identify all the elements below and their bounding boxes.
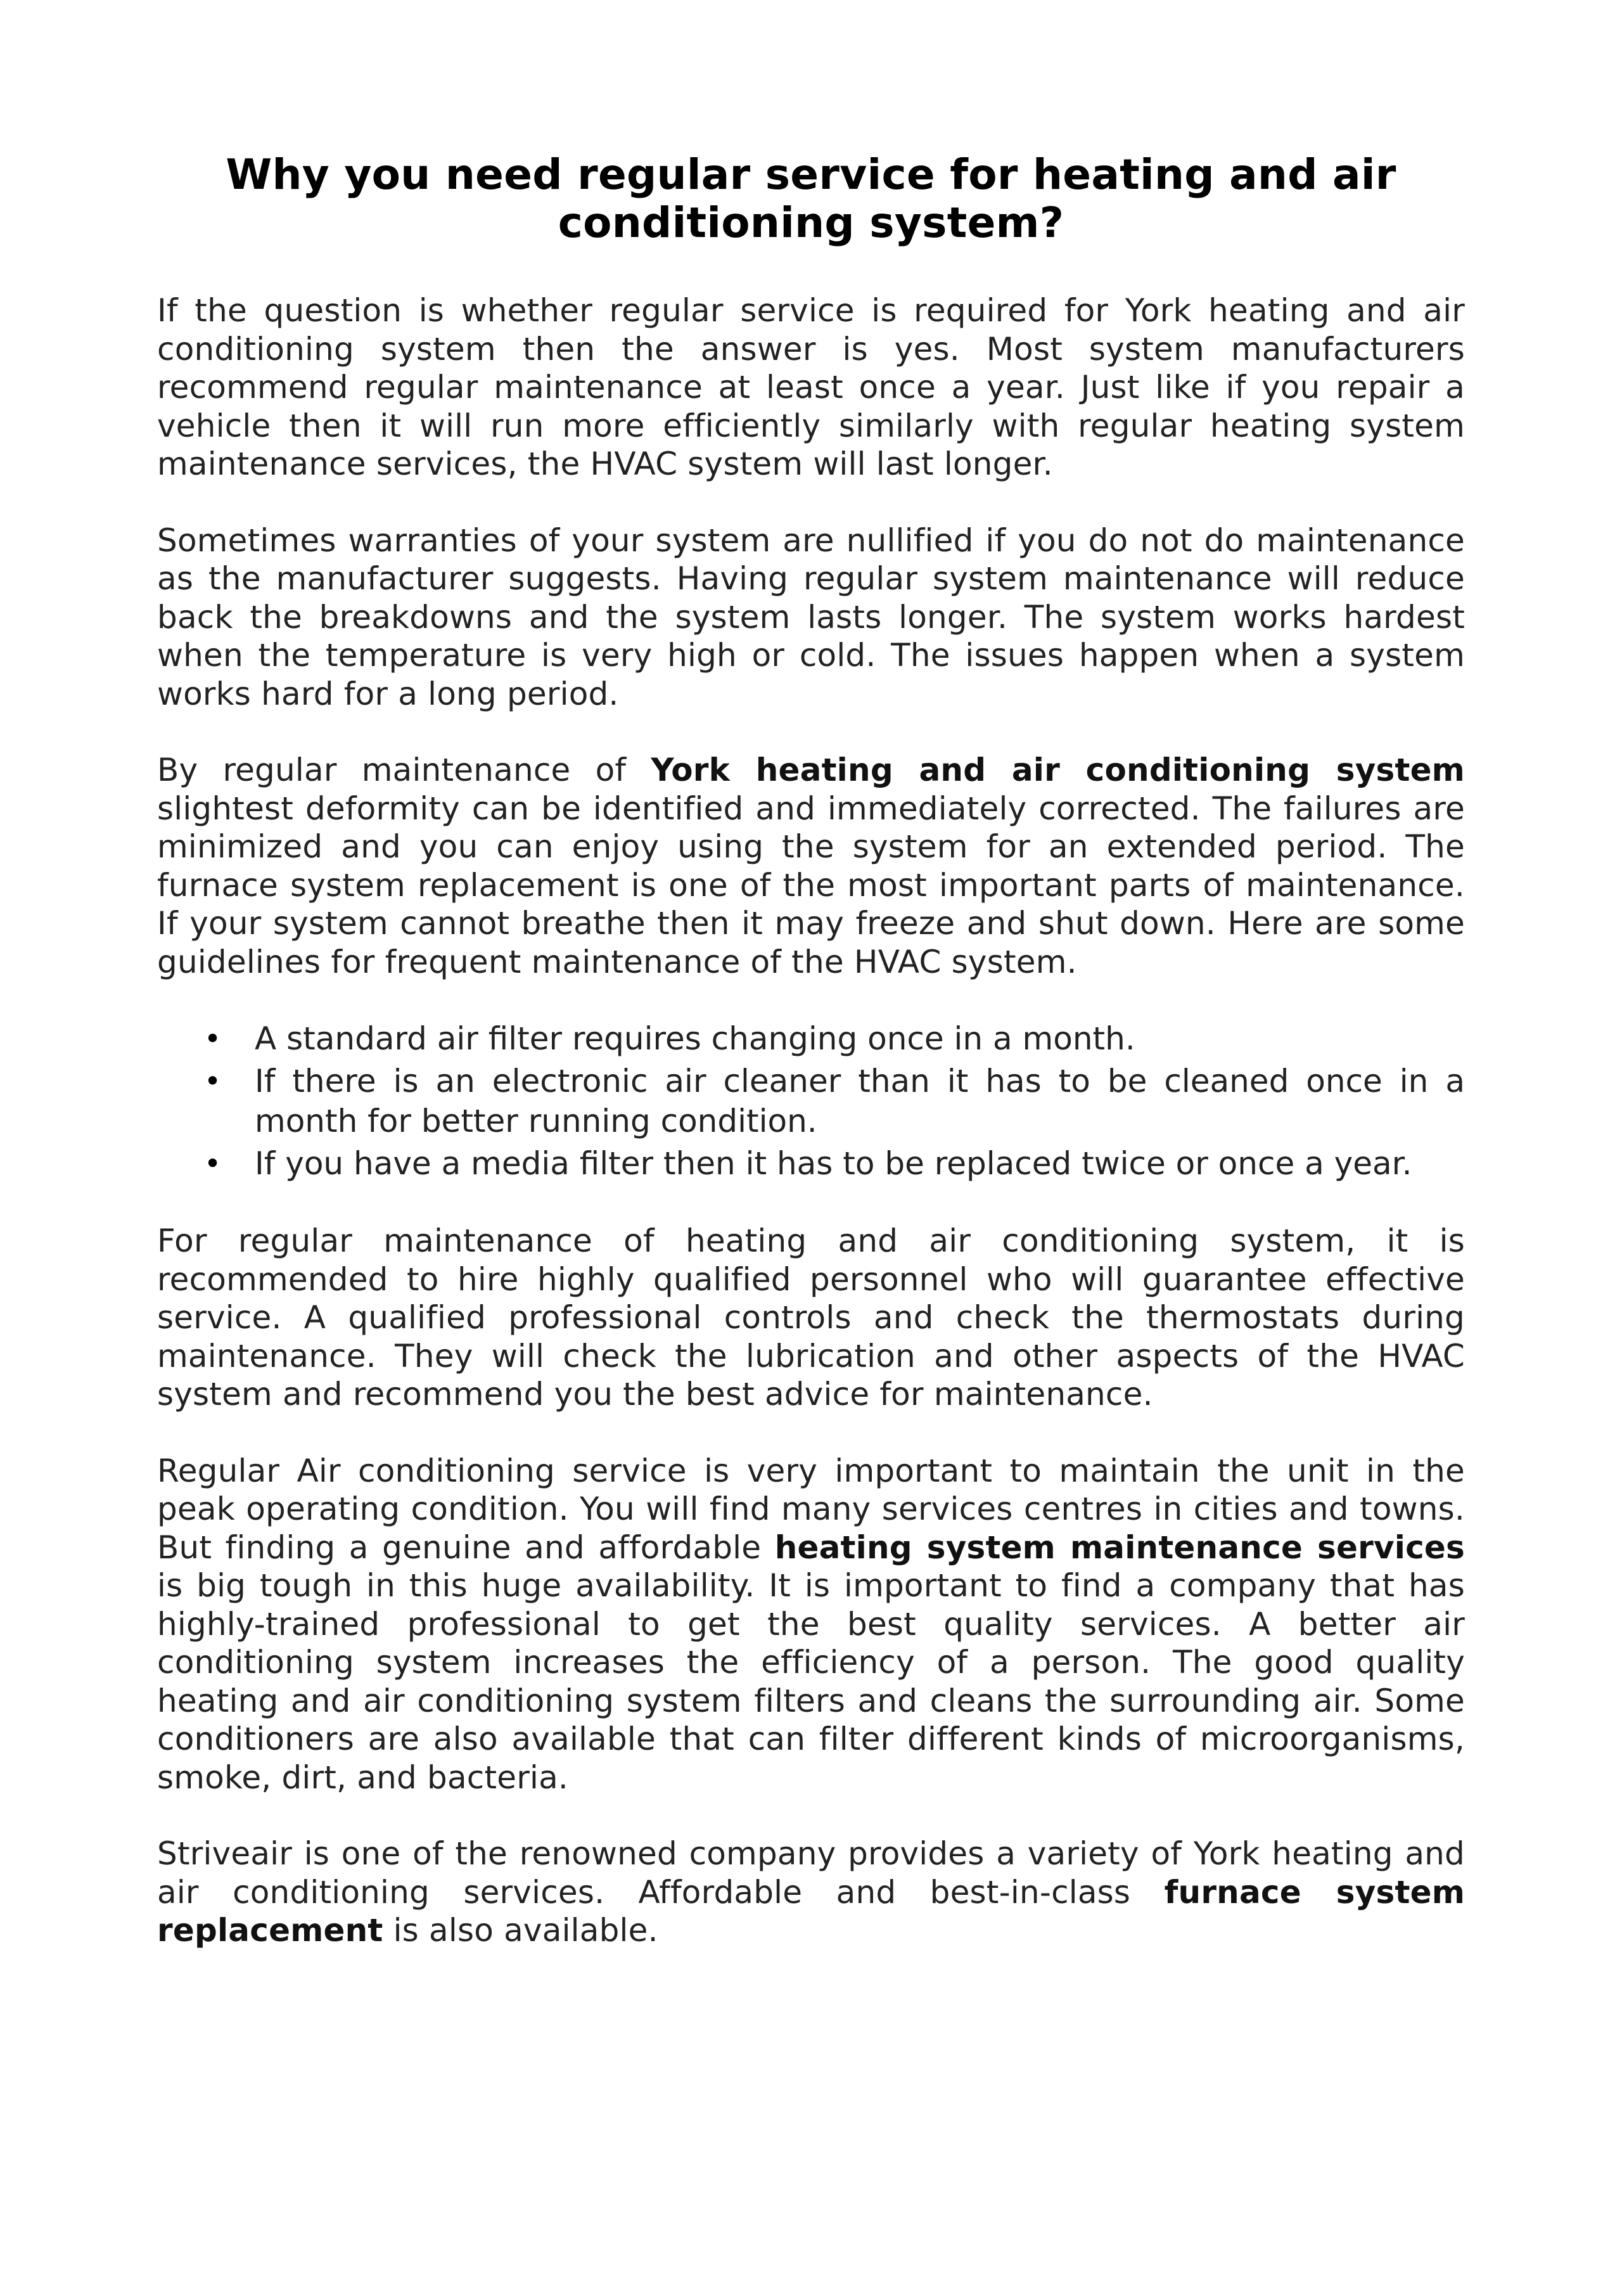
paragraph-text: Striveair is one of the renowned company provides a variety of York heating and air conditioning services. Affordable and best-in-class [157, 1835, 1465, 1911]
paragraph-text: Regular Air conditioning service is very important to maintain the unit in the peak operating condition. You will find many services centres in cities and towns. But finding a genuine and affordable [157, 1452, 1465, 1566]
bullet-icon: • [204, 1022, 222, 1056]
paragraph-intro: If the question is whether regular service is required for York heating and air conditioning system then the answer is yes. Most system manufacturers recommend regular maintenance at least once a year. Just like if you repair a vehicle then it will run more efficiently similarly with regular heating system maintenance services, the HVAC system will last longer. [157, 292, 1465, 482]
document-title: Why you need regular service for heating and air conditioning system? [226, 150, 1396, 247]
paragraph-text: By regular maintenance of [157, 752, 651, 788]
paragraph-text: slightest deformity can be identified and immediately corrected. The failures are minimized and you can enjoy using the system for an extended period. The furnace system replacement is one of the most important parts of maintenance. If your system cannot breathe then it may freeze and shut down. Here are some guidelines for frequent maintenance of the HVAC system. [157, 790, 1465, 980]
paragraph-text: is big tough in this huge availability. It is important to find a company that has highly-trained professional to get the best quality services. A better air conditioning system increases the efficiency of a person. The good quality heating and air conditioning system filters and cleans the surrounding air. Some conditioners are also available that can filter different kinds of microorganisms, smoke, dirt, and bacteria. [157, 1567, 1465, 1796]
list-item [157, 1061, 1465, 1141]
paragraph-qualified-personnel: For regular maintenance of heating and air conditioning system, it is recommended to hire highly qualified personnel who will guarantee effective service. A qualified professional controls and check the thermostats during maintenance. They will check the lubrication and other aspects of the HVAC system and recommend you the best advice for maintenance. [157, 1222, 1465, 1413]
list-item-text: If you have a media filter then it has to be replaced twice or once a year. [255, 1145, 1412, 1182]
bullet-icon: • [204, 1146, 222, 1181]
bold-keyword: furnace system replacement [157, 1873, 1465, 1949]
list-item [157, 1019, 1465, 1059]
bold-keyword: York heating and air conditioning system [651, 752, 1465, 788]
paragraph-ac-service [157, 1452, 1465, 1797]
list-item [157, 1144, 1465, 1184]
list-item-text: If there is an electronic air cleaner than it has to be cleaned once in a month for better running condition. [255, 1063, 1465, 1139]
bold-keyword: heating system maintenance services [774, 1529, 1465, 1566]
paragraph-striveair [157, 1835, 1465, 1950]
paragraph-text: is also available. [383, 1912, 658, 1949]
paragraph-regular-maintenance [157, 751, 1465, 981]
guidelines-list [157, 1019, 1465, 1184]
paragraph-warranties: Sometimes warranties of your system are nullified if you do not do maintenance as the manufacturer suggests. Having regular system maintenance will reduce back the breakdowns and the system lasts longer. The system works hardest when the temperature is very high or cold. The issues happen when a system works hard for a long period. [157, 522, 1465, 712]
list-item-text: A standard air filter requires changing once in a month. [255, 1020, 1135, 1057]
bullet-icon: • [204, 1064, 222, 1098]
